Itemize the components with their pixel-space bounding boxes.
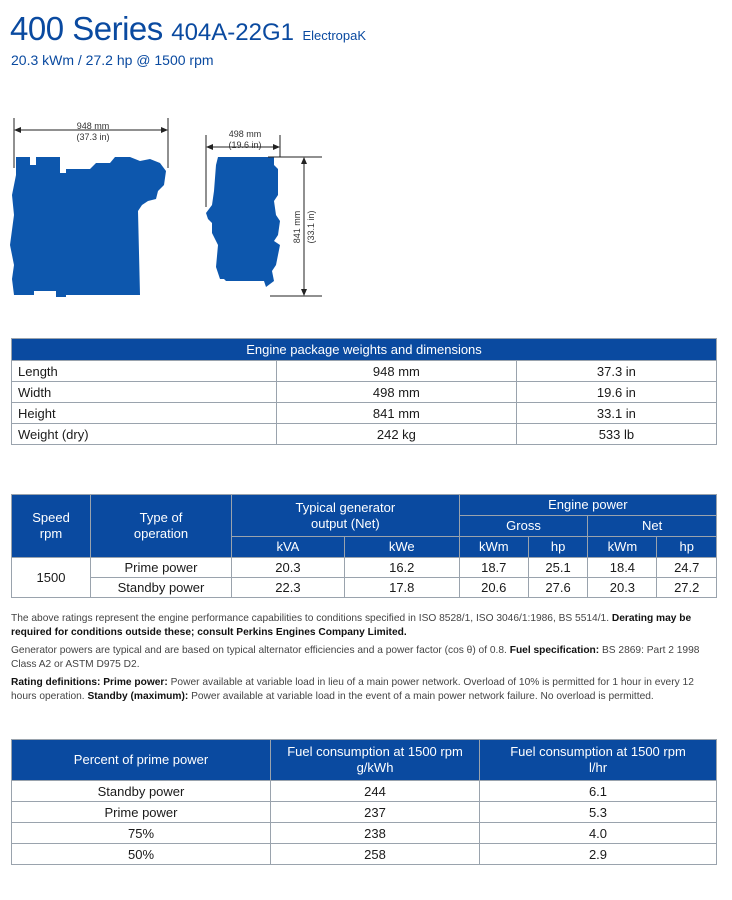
net-hp-value: 27.2 [657, 578, 717, 598]
unit-gross-hp: hp [528, 537, 587, 558]
gross-hp-value: 27.6 [528, 578, 587, 598]
kwe-value: 17.8 [344, 578, 459, 598]
side-width-in: (19.6 in) [228, 140, 262, 150]
power-ratings-table [11, 494, 717, 598]
arrow-icon [301, 157, 307, 164]
header-percent-prime: Percent of prime power [12, 740, 271, 781]
table-row [12, 578, 717, 598]
variant-name: ElectropaK [302, 28, 367, 43]
gkwh-value: 238 [271, 823, 480, 844]
front-width-mm: 948 mm [76, 121, 110, 131]
page-title [10, 10, 366, 48]
arrow-icon [301, 289, 307, 296]
standby-label: Standby (maximum): [87, 691, 189, 702]
engine-front-view-icon [10, 157, 166, 297]
arrow-icon [206, 144, 213, 150]
metric-value: 841 mm [277, 403, 517, 424]
imperial-value: 37.3 in [516, 361, 716, 382]
header-gross: Gross [459, 516, 588, 537]
imperial-value: 19.6 in [516, 382, 716, 403]
engine-side-view-icon [206, 157, 280, 287]
unit-net-hp: hp [657, 537, 717, 558]
kva-value: 20.3 [232, 558, 345, 578]
fuel-spec-label: Fuel specification: [509, 645, 600, 656]
header-fuel-lhr: Fuel consumption at 1500 rpm l/hr [480, 740, 717, 781]
percent-label: Prime power [12, 802, 271, 823]
table-row [12, 823, 717, 844]
series-name: 400 Series [10, 10, 163, 47]
header-fuel-gkwh: Fuel consumption at 1500 rpm g/kWh [271, 740, 480, 781]
percent-label: Standby power [12, 781, 271, 802]
operation-type: Standby power [91, 578, 232, 598]
lhr-value: 4.0 [480, 823, 717, 844]
net-kwm-value: 20.3 [588, 578, 657, 598]
prime-power-label: Rating definitions: Prime power: [11, 677, 168, 688]
note-generator: Generator powers are typical and are based on typical alternator efficiencies and a power factor (cos θ) of 0.8. Fuel specification: BS 2869: Part 2 1998 Class A2 or ASTM D975 D2. [11, 645, 700, 670]
unit-kva: kVA [232, 537, 345, 558]
gross-kwm-value: 18.7 [459, 558, 528, 578]
row-label: Width [12, 382, 277, 403]
metric-value: 498 mm [277, 382, 517, 403]
gross-kwm-value: 20.6 [459, 578, 528, 598]
unit-net-kwm: kWm [588, 537, 657, 558]
arrow-icon [161, 127, 168, 133]
table-row [12, 844, 717, 865]
header-speed: Speed rpm [12, 495, 91, 558]
row-label: Height [12, 403, 277, 424]
table-row [12, 382, 717, 403]
side-width-mm: 498 mm [228, 129, 262, 139]
unit-kwe: kWe [344, 537, 459, 558]
table-row [12, 802, 717, 823]
metric-value: 242 kg [277, 424, 517, 445]
header-generator-output: Typical generator output (Net) [232, 495, 460, 537]
row-label: Length [12, 361, 277, 382]
power-rating-subtitle: 20.3 kWm / 27.2 hp @ 1500 rpm [11, 52, 214, 68]
gkwh-value: 244 [271, 781, 480, 802]
model-name: 404A-22G1 [171, 19, 294, 46]
height-mm: 841 mm [292, 210, 302, 244]
header-engine-power: Engine power [459, 495, 716, 516]
kwe-value: 16.2 [344, 558, 459, 578]
row-label: Weight (dry) [12, 424, 277, 445]
table-row [12, 361, 717, 382]
note-standards: The above ratings represent the engine performance capabilities to conditions specified in ISO 8528/1, ISO 3046/1:1986, BS 5514/1. Derating may be required for conditions outside these; consult Perkins Engines Company Limited. [11, 613, 692, 638]
ratings-notes [11, 612, 717, 708]
operation-type: Prime power [91, 558, 232, 578]
percent-label: 75% [12, 823, 271, 844]
table-row [12, 424, 717, 445]
net-hp-value: 24.7 [657, 558, 717, 578]
net-kwm-value: 18.4 [588, 558, 657, 578]
lhr-value: 2.9 [480, 844, 717, 865]
lhr-value: 5.3 [480, 802, 717, 823]
arrow-icon [14, 127, 21, 133]
header-type: Type of operation [91, 495, 232, 558]
fuel-consumption-table [11, 739, 717, 865]
speed-value: 1500 [12, 558, 91, 598]
weights-dimensions-table [11, 338, 717, 445]
table-title: Engine package weights and dimensions [12, 339, 717, 361]
unit-gross-kwm: kWm [459, 537, 528, 558]
engine-dimension-drawings [0, 95, 732, 310]
height-in: (33.1 in) [306, 210, 316, 244]
gkwh-value: 237 [271, 802, 480, 823]
imperial-value: 33.1 in [516, 403, 716, 424]
table-row [12, 403, 717, 424]
percent-label: 50% [12, 844, 271, 865]
derating-warning: Derating may be required for conditions outside these; consult Perkins Engines Company Limited. [11, 613, 692, 638]
table-row [12, 781, 717, 802]
metric-value: 948 mm [277, 361, 517, 382]
kva-value: 22.3 [232, 578, 345, 598]
header-net: Net [588, 516, 717, 537]
note-rating-definitions: Rating definitions: Prime power: Power available at variable load in lieu of a main power network. Overload of 10% is permitted for 1 hour in every 12 hours operation. Standby (maximum): Power available at variable load in the event of a main power network failure. No overload is permitted. [11, 677, 694, 702]
table-row [12, 558, 717, 578]
lhr-value: 6.1 [480, 781, 717, 802]
front-width-in: (37.3 in) [76, 132, 110, 142]
imperial-value: 533 lb [516, 424, 716, 445]
arrow-icon [273, 144, 280, 150]
gross-hp-value: 25.1 [528, 558, 587, 578]
gkwh-value: 258 [271, 844, 480, 865]
